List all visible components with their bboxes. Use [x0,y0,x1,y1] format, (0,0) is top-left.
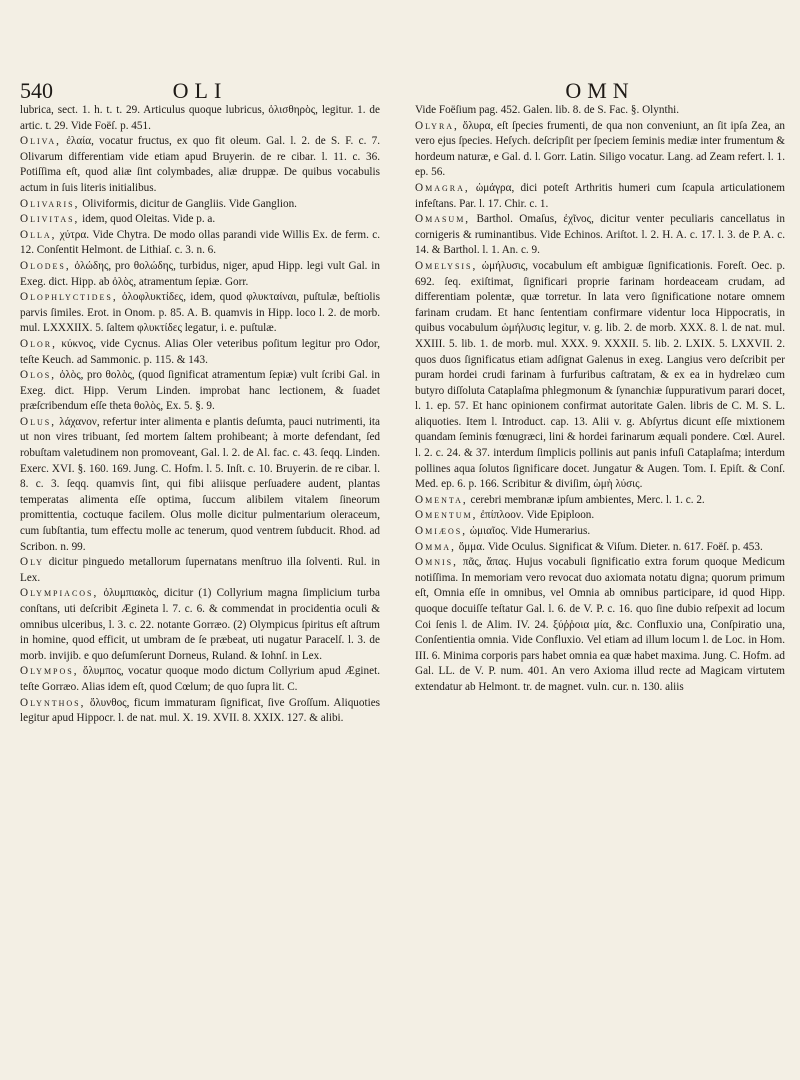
entry-headword: Olos, [20,369,56,382]
entry-text: ὄμμα. Vide Oculus. Significat & Viſum. Dieter. n. 617. Foëſ. p. 453. [458,540,763,553]
dictionary-entry [20,103,380,134]
entry-headword: Omma, [415,540,456,553]
entry-text: lubrica, sect. 1. h. t. t. 29. Articulus quoque lubricus, ὀλισθηρὸς, legitur. 1. de artic. t. 29. Vide Foëſ. p. 451. [20,104,380,132]
entry-text: cerebri membranæ ipſum ambientes, Merc. l. 1. c. 2. [470,493,705,506]
dictionary-entry [20,134,380,196]
entry-text: ὀλυμπιακὸς, dicitur (1) Collyrium magna ſimplicium turba conſtans, uti deſcribit Ægineta l. 7. c. 6. & commendat in procidentia oculi & omnibus ulceribus, l. 3. c. 22. notante Gorræo. (2) Olympicus ſpiritus eſt aſtrum in homine, quod efficit, ut umbram de ſe præbeat, uti nugatur Paracelſ. l. 3. de morb. invijib. e quo deſumſerunt Dorneus, Ruland. & Iohnſ. in Lex. [20,587,380,662]
dictionary-entry [415,103,785,119]
entry-headword: Olus, [20,415,56,428]
entry-headword: Olyra, [415,119,459,132]
dictionary-entry [415,493,785,509]
entry-text: dicitur pinguedo metallorum ſupernatans menſtruo illa ſolventi. Rul. in Lex. [20,556,380,584]
dictionary-entry [415,259,785,493]
entry-text: ὠμήλυσις, vocabulum eſt ambiguæ ſignificationis. Foreſt. Oec. p. 692. ſeq. exiſtimat, ſignificari proprie farinam hordeaceam crudam, ad differentiam polentæ, quæ torretur. In lata vero ſignificatione notare omnem farinam crudam. Et hanc ſententiam confirmare videntur loca Hippocratis, in quibus vocabulum ὠμήλυσις legitur, v. g. lib. 2. de morb. XXX. 8. l. de nat. mul. XXIII. 5. lib. 1. de morb. mul. XXX. 9. XXXII. 5. lib. 2. LXIX. 5. LXXVII. 2. quos duos ſignificatus etiam adſignat Galenus in exeg. Langius vero deſcribit per puram hordei crudi farinam à furfuribus caſtratam, & ex ea in hydrelæo cum butyro diſſoluta Cataplaſma phlegmonum & ſynanchiæ ſuppurativum parari docet, l. 1. ep. 57. Et hanc opinionem confirmat autoritate Galen. libris de C. M. S. L. aliquoties. Item l. Introduct. cap. 13. Alii v. g. Abſyrtus dicunt eſſe mixtionem quandam ſeminis fœnugræci, lini & hordei farinarum æquali pondere. Cœl. Aurel. l. 2. c. 24. & 37. interdum ſimplicis pollinis aut panis infuſi Cataplaſma; interdum pollines aqua ſolutos ſignificare docet. Jungatur & Augen. Tom. I. Epiſt. & Conſ. Med. ep. 6. p. 166. Scribitur & diviſim, ὠμὴ λύσις. [415,259,785,491]
entry-headword: Omenta, [415,493,468,506]
dictionary-entry [415,524,785,540]
dictionary-entry [20,259,380,290]
entry-text: λάχανον, refertur inter alimenta e plantis deſumta, pauci nutrimenti, ita ut non vires tribuant, ſed mortem ſaltem prohibeant; à morte defendant, ſed robuſtam valetudinem non promoveant, Gal. l. 2. de Al. fac. c. 43. ſeqq. Linden. Exerc. XVI. §. 160. 169. Jung. C. Hofm. l. 5. Inſt. c. 10. Bruyerin. de re cibar. l. 8. c. 3. ſeqq. quamvis ſint, qui fibi aliisque perſuadere audent, plantas temperatas alimenta eſſe optima, ſuccum alibilem vitalem ſineorum promittentia, coctuque facilem. Olus molle dicitur pulmentarium oleraceum, cum ſubſtantia, tum effectu molle ac tenerum, quod ventrem ſubducit. Rhod. ad Scribon. n. 99. [20,415,380,553]
entry-headword: Olynthos, [20,696,86,709]
entry-headword: Omelysis, [415,259,478,272]
dictionary-entry [20,586,380,664]
entry-headword: Olodes, [20,259,71,272]
dictionary-entry [20,415,380,555]
entry-headword: Olympos, [20,665,79,678]
dictionary-entry [415,181,785,212]
dictionary-entry [415,508,785,524]
dictionary-entry [20,555,380,586]
dictionary-entry [415,119,785,181]
entry-headword: Olivitas, [20,213,80,226]
entry-text: ὄλυμπος, vocatur quoque modo dictum Collyrium apud Æginet. teſte Gorræo. Alias idem eſt, quod Cœlum; de quo ſupra lit. C. [20,665,380,693]
dictionary-entry [20,664,380,695]
dictionary-entry [415,555,785,695]
entry-text: Vide Foëſium pag. 452. Galen. lib. 8. de S. Fac. §. Olynthi. [415,104,680,116]
entry-text: πᾶς, ἅπας. Hujus vocabuli ſignificatio extra forum quoque Medicum notiſſima. In memoriam vero revocat duo axiomata notatu digna; quorum primum eſt, Omnia eſſe in omnibus, vel Omnia ab omnibus participare, id quod Hipp. quoque docuiſſe teſtatur Gal. l. 6. de V. P. c. 16. quo ſine dubio reſpexit ad locum Coi ſenis l. de Alim. IV. 24. ξύῤῥοια μία, &c. Confluxio una, Conſpiratio una, Conſentientia omnia. Vide Confluxio. Vel etiam ad illum locum l. de Loc. in Hom. III. 6. Minima corporis pars habet omnia ea quæ habet maxima. Jung. C. Hofm. ad Gal. LL. de V. P. num. 401. An vero Axioma illud recte ad Magicam virtutem extendatur ab Helmont. tr. de magnet. vuln. cur. n. 130. aliis [415,556,785,693]
entry-text: ὀλὸς, pro θολὸς, (quod ſignificat atramentum ſepiæ) vult ſcribi Gal. in Exeg. dict. Hipp. Verum Linden. improbat hanc lectionem, & ſuadet præſcribendum eſſe theta θολὸς, Ex. 5. §. 9. [20,369,380,413]
entry-text: κύκνος, vide Cycnus. Alias Oler veteribus poſitum legitur pro Odor, teſte Keuch. ad Sammonic. p. 115. & 143. [20,337,380,366]
entry-headword: Omasum, [415,213,471,226]
entry-headword: Oly [20,556,44,569]
entry-text: Barthol. Omaſus, ἐχῖνος, dicitur venter peculiaris cancellatus in cornigeris & ruminantibus. Vide Echinos. Ariſtot. l. 2. H. A. c. 17. l. 3. de P. A. c. 14. & Barthol. l. 1. An. c. 9. [415,213,785,257]
entry-text: ἐπίπλοον. Vide Epiploon. [480,509,595,522]
entry-headword: Omagra, [415,181,470,194]
entry-headword: Olor, [20,337,57,350]
entry-text: χύτρα. Vide Chytra. De modo ollas parandi vide Willis Ex. de ferm. c. 12. Conſentit Helmont. de Lithiaſ. c. 3. n. 6. [20,228,380,257]
entry-text: Oliviformis, dicitur de Gangliis. Vide Ganglion. [82,197,297,210]
dictionary-entry [20,228,380,259]
entry-text: ὠμιαῖος. Vide Humerarius. [469,525,591,538]
entry-headword: Oliva, [20,135,61,148]
entry-headword: Omnis, [415,556,458,569]
entry-text: ὀλοφλυκτίδες, idem, quod φλυκταίναι, puſtulæ, beſtiolis parvis ſimiles. Erot. in Onom. p. 85. A. B. quamvis in Hipp. loco l. 2. de morb. mul. LXXXIIX. 5. ſaltem φλυκτίδες legatur, i. e. puſtulæ. [20,291,380,335]
dictionary-entry [415,212,785,259]
dictionary-entry [20,337,380,368]
dictionary-entry [415,540,785,556]
entry-text: ὄλυρα, eſt ſpecies frumenti, de qua non conveniunt, an ſit ipſa Zea, an vero ejus ſpecies. Heſych. deſcripſit per ſpeciem ſeminis mediæ inter frumentum & hordeum naturæ, e Gal. d. l. Gorr. Latin. Siligo vocatur. Lang. ad Zeam refert. l. 1. ep. 56. [415,119,785,179]
dictionary-entry [20,212,380,228]
page-number: 540 [20,78,53,103]
entry-text: ὠμάγρα, dici poteſt Arthritis humeri cum ſcapula articulationem infeſtans. Par. l. 17. Chir. c. 1. [415,181,785,210]
entry-headword: Omentum, [415,509,478,522]
entry-text: ἐλαία, vocatur fructus, ex quo fit oleum. Gal. l. 2. de S. F. c. 7. Olivarum differentiam vide etiam apud Bruyerin. de re cibar. l. 11. c. 36. Potiſſima eſt, quod aliæ ſint colymbades, aliæ druppæ. De quibus vocabulis actum in ſuis literis initialibus. [20,135,380,194]
running-head-left: OLI [172,78,228,103]
left-column [20,103,380,1068]
dictionary-entry [20,696,380,727]
dictionary-entry [20,290,380,337]
entry-text: ὄλυνθος, ficum immaturam ſignificat, ſive Groſſum. Aliquoties legitur apud Hippocr. l. de nat. mul. X. 19. XVII. 8. XXIX. 127. & alibi. [20,696,380,725]
running-head-right: OMN [565,78,635,103]
dictionary-entry [20,368,380,415]
entry-headword: Olla, [20,228,57,241]
dictionary-entry [20,197,380,213]
entry-headword: Omiæos, [415,525,467,538]
entry-headword: Olophlyctides, [20,291,118,304]
entry-text: idem, quod Oleitas. Vide p. a. [82,213,216,226]
right-column [415,103,785,1068]
entry-headword: Olivaris, [20,197,80,210]
entry-text: ὀλώδης, pro θολώδης, turbidus, niger, apud Hipp. legi vult Gal. in Exeg. dict. Hipp. ab ὀλὸς, atramentum ſepiæ. Gorr. [20,259,380,288]
entry-headword: Olympiacos, [20,587,99,600]
